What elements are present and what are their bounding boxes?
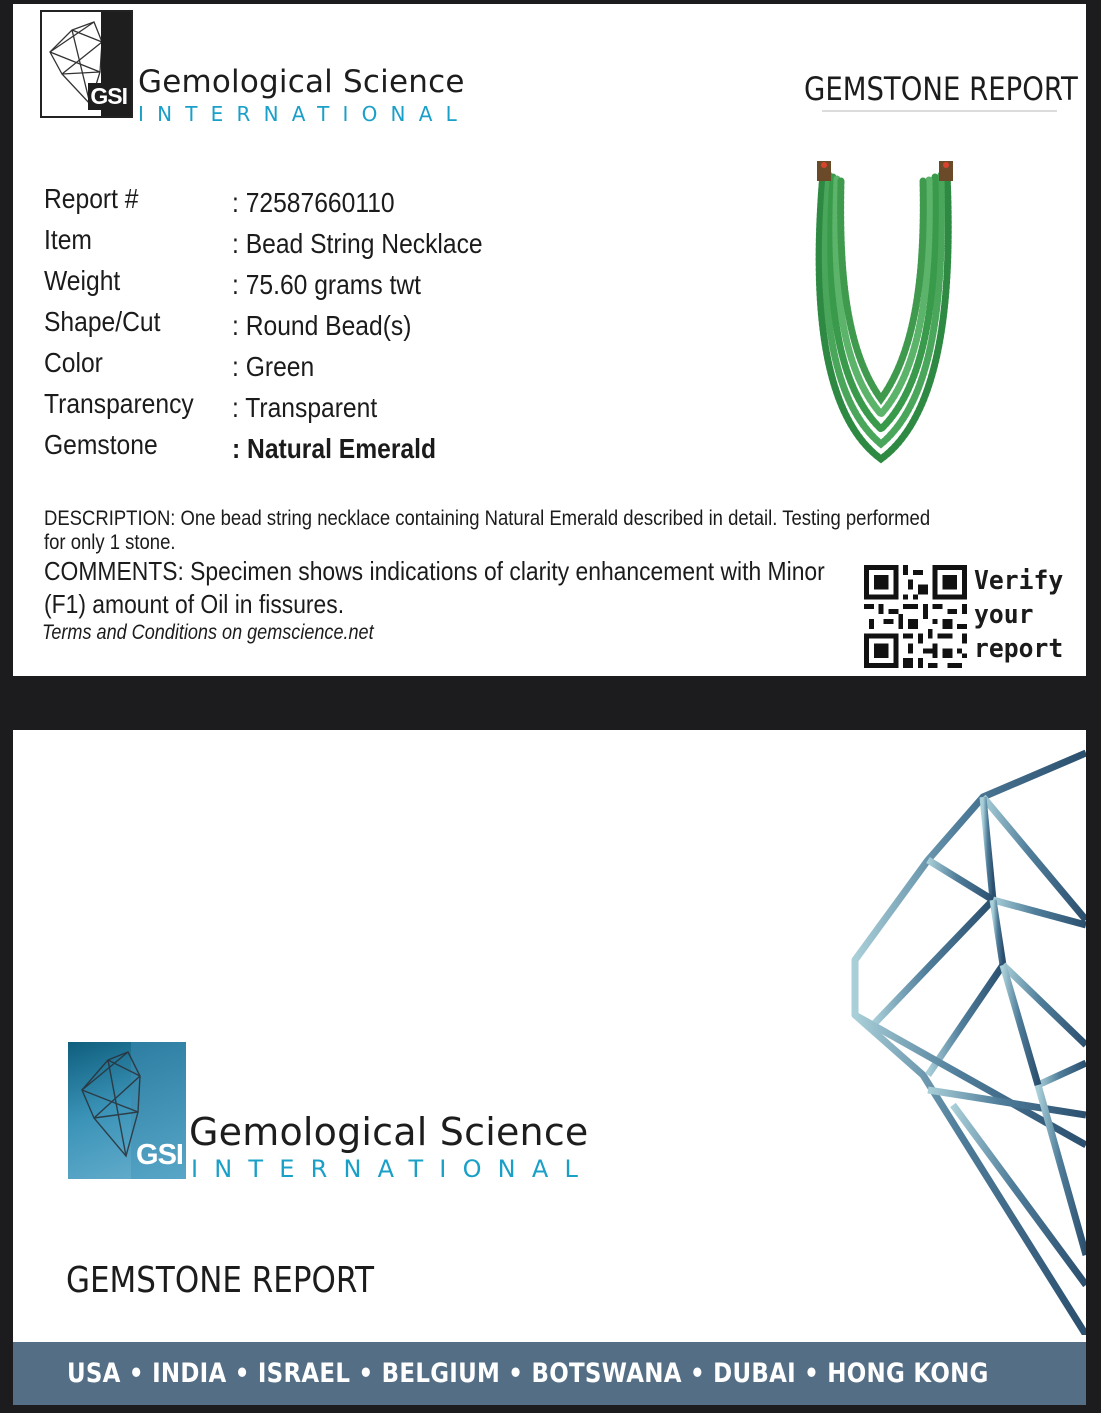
detail-value: : 75.60 grams twt [232,269,421,300]
report-heading: GEMSTONE REPORT [804,70,1078,108]
brand-subtitle: INTERNATIONAL [191,1155,595,1183]
detail-value: : 72587660110 [232,187,395,218]
brand-name: Gemological Science [138,64,465,100]
comments-text-continued: (F1) amount of Oil in fissures. [44,589,345,619]
detail-value: : Natural Emerald [232,433,437,464]
comments-text: COMMENTS: Specimen shows indications of clarity enhancement with Minor [44,556,825,586]
detail-label: Shape/Cut [44,306,161,337]
country-list: USA • INDIA • ISRAEL • BELGIUM • BOTSWANA • DUBAI • HONG KONG [67,1358,989,1389]
detail-label: Item [44,224,92,255]
description-text: DESCRIPTION: One bead string necklace containing Natural Emerald described in detail. Testing performed [44,507,931,530]
detail-label: Gemstone [44,429,158,460]
detail-value: : Bead String Necklace [232,228,483,259]
description-text-continued: for only 1 stone. [44,531,176,554]
verify-report-link[interactable]: your [974,600,1034,630]
verify-report-link[interactable]: Verify [974,566,1064,596]
detail-value: : Green [232,351,315,382]
gsi-logo-icon [68,1042,186,1179]
report-heading: GEMSTONE REPORT [66,1260,375,1301]
logo-mark-text: GSI [136,1139,183,1171]
detail-value: : Round Bead(s) [232,310,412,341]
report-card-front [13,4,1086,676]
report-card-back [13,730,1086,1405]
detail-value: : Transparent [232,392,378,423]
logo-mark-text: GSI [90,83,127,109]
terms-link[interactable]: Terms and Conditions on gemscience.net [42,621,374,644]
detail-label: Weight [44,265,121,296]
detail-label: Color [44,347,103,378]
heading-underline [822,110,1057,112]
emerald-necklace-image [811,159,961,471]
country-footer-bar [13,1342,1086,1405]
detail-label: Report # [44,183,139,214]
verify-report-link[interactable]: report [974,634,1064,664]
detail-label: Transparency [44,388,194,419]
qr-code-icon[interactable] [864,565,967,668]
brand-name: Gemological Science [189,1110,589,1154]
gsi-logo-icon [40,10,133,118]
diamond-outline-icon [833,745,1086,1335]
brand-subtitle: INTERNATIONAL [138,102,470,126]
